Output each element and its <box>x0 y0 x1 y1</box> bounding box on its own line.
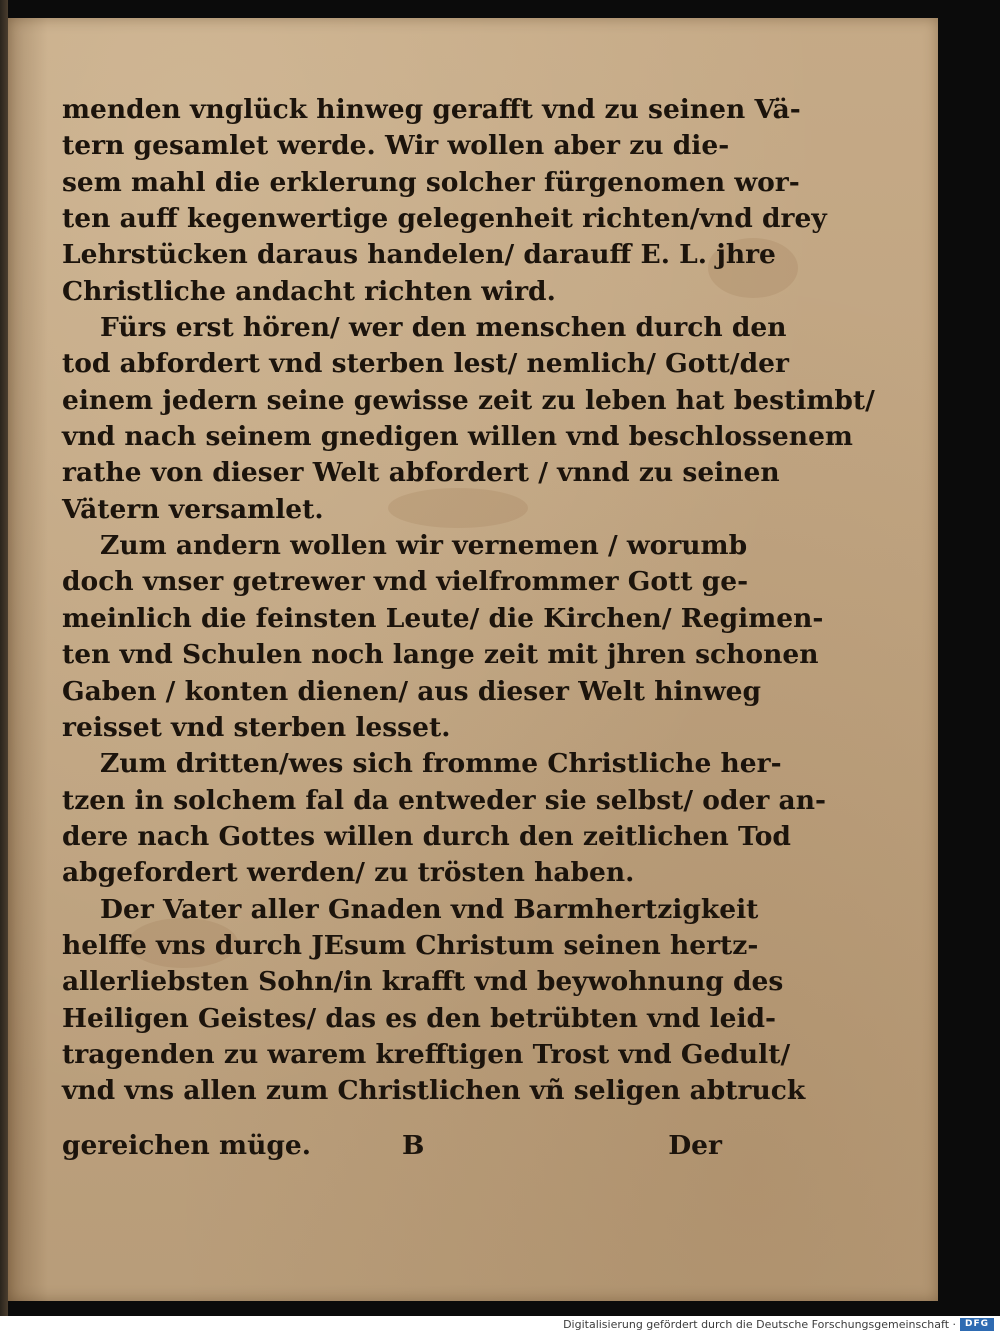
dfg-logo-icon: DFG <box>960 1318 994 1331</box>
text-line: Lehrstücken daraus handelen/ darauff E. L. jhre <box>62 239 776 271</box>
text-line: Fürs erst hören/ wer den menschen durch den <box>100 312 787 344</box>
signature-mark: B <box>402 1130 425 1161</box>
text-line: Vätern versamlet. <box>62 493 324 525</box>
text-line: tern gesamlet werde. Wir wollen aber zu die- <box>62 130 730 162</box>
catchword: Der <box>668 1130 722 1161</box>
text-line: rathe von dieser Welt abfordert / vnnd zu seinen <box>62 457 780 489</box>
text-line: meinlich die feinsten Leute/ die Kirchen/ Regimen- <box>62 602 824 634</box>
text-line: sem mahl die erklerung solcher fürgenomen wor- <box>62 166 800 198</box>
text-line: Zum andern wollen wir vernemen / worumb <box>100 530 748 562</box>
text-line: Gaben / konten dienen/ aus dieser Welt hinweg <box>62 675 762 707</box>
text-line: abgefordert werden/ zu trösten haben. <box>62 857 635 889</box>
text-line: doch vnser getrewer vnd vielfrommer Gott ge- <box>62 566 749 598</box>
text-line: tzen in solchem fal da entweder sie selbst/ oder an- <box>62 784 826 816</box>
text-line: menden vnglück hinweg gerafft vnd zu seinen Vä- <box>62 94 801 125</box>
final-line <box>62 1126 722 1166</box>
text-line: dere nach Gottes willen durch den zeitlichen Tod <box>62 820 791 852</box>
book-page <box>8 18 938 1301</box>
text-line: vnd nach seinem gnedigen willen vnd beschlossenem <box>62 421 853 453</box>
final-line-text: gereichen müge. <box>62 1130 311 1161</box>
dfg-credit: Digitalisierung gefördert durch die Deutsche Forschungsgemeinschaft · <box>563 1318 956 1331</box>
footer-bar <box>0 1316 1000 1334</box>
text-line: Zum dritten/wes sich fromme Christliche her- <box>100 748 782 780</box>
text-line: helffe vns durch JEsum Christum seinen hertz- <box>62 929 759 961</box>
text-line: tragenden zu warem krefftigen Trost vnd Gedult/ <box>62 1038 791 1070</box>
text-line: Christliche andacht richten wird. <box>62 275 556 307</box>
text-line: tod abfordert vnd sterben lest/ nemlich/ Gott/der <box>62 348 789 380</box>
text-line: vnd vns allen zum Christlichen vñ seligen abtruck <box>62 1075 806 1107</box>
text-line: einem jedern seine gewisse zeit zu leben hat bestimbt/ <box>62 384 875 416</box>
page-text <box>62 92 875 1110</box>
text-line: Der Vater aller Gnaden vnd Barmhertzigkeit <box>100 893 759 925</box>
text-line: allerliebsten Sohn/in krafft vnd beywohnung des <box>62 966 784 998</box>
text-line: Heiligen Geistes/ das es den betrübten vnd leid- <box>62 1002 777 1034</box>
text-line: reisset vnd sterben lesset. <box>62 711 451 743</box>
text-line: ten vnd Schulen noch lange zeit mit jhren schonen <box>62 639 819 671</box>
text-line: ten auff kegenwertige gelegenheit richten/vnd drey <box>62 203 827 235</box>
book-edge <box>0 0 8 1316</box>
